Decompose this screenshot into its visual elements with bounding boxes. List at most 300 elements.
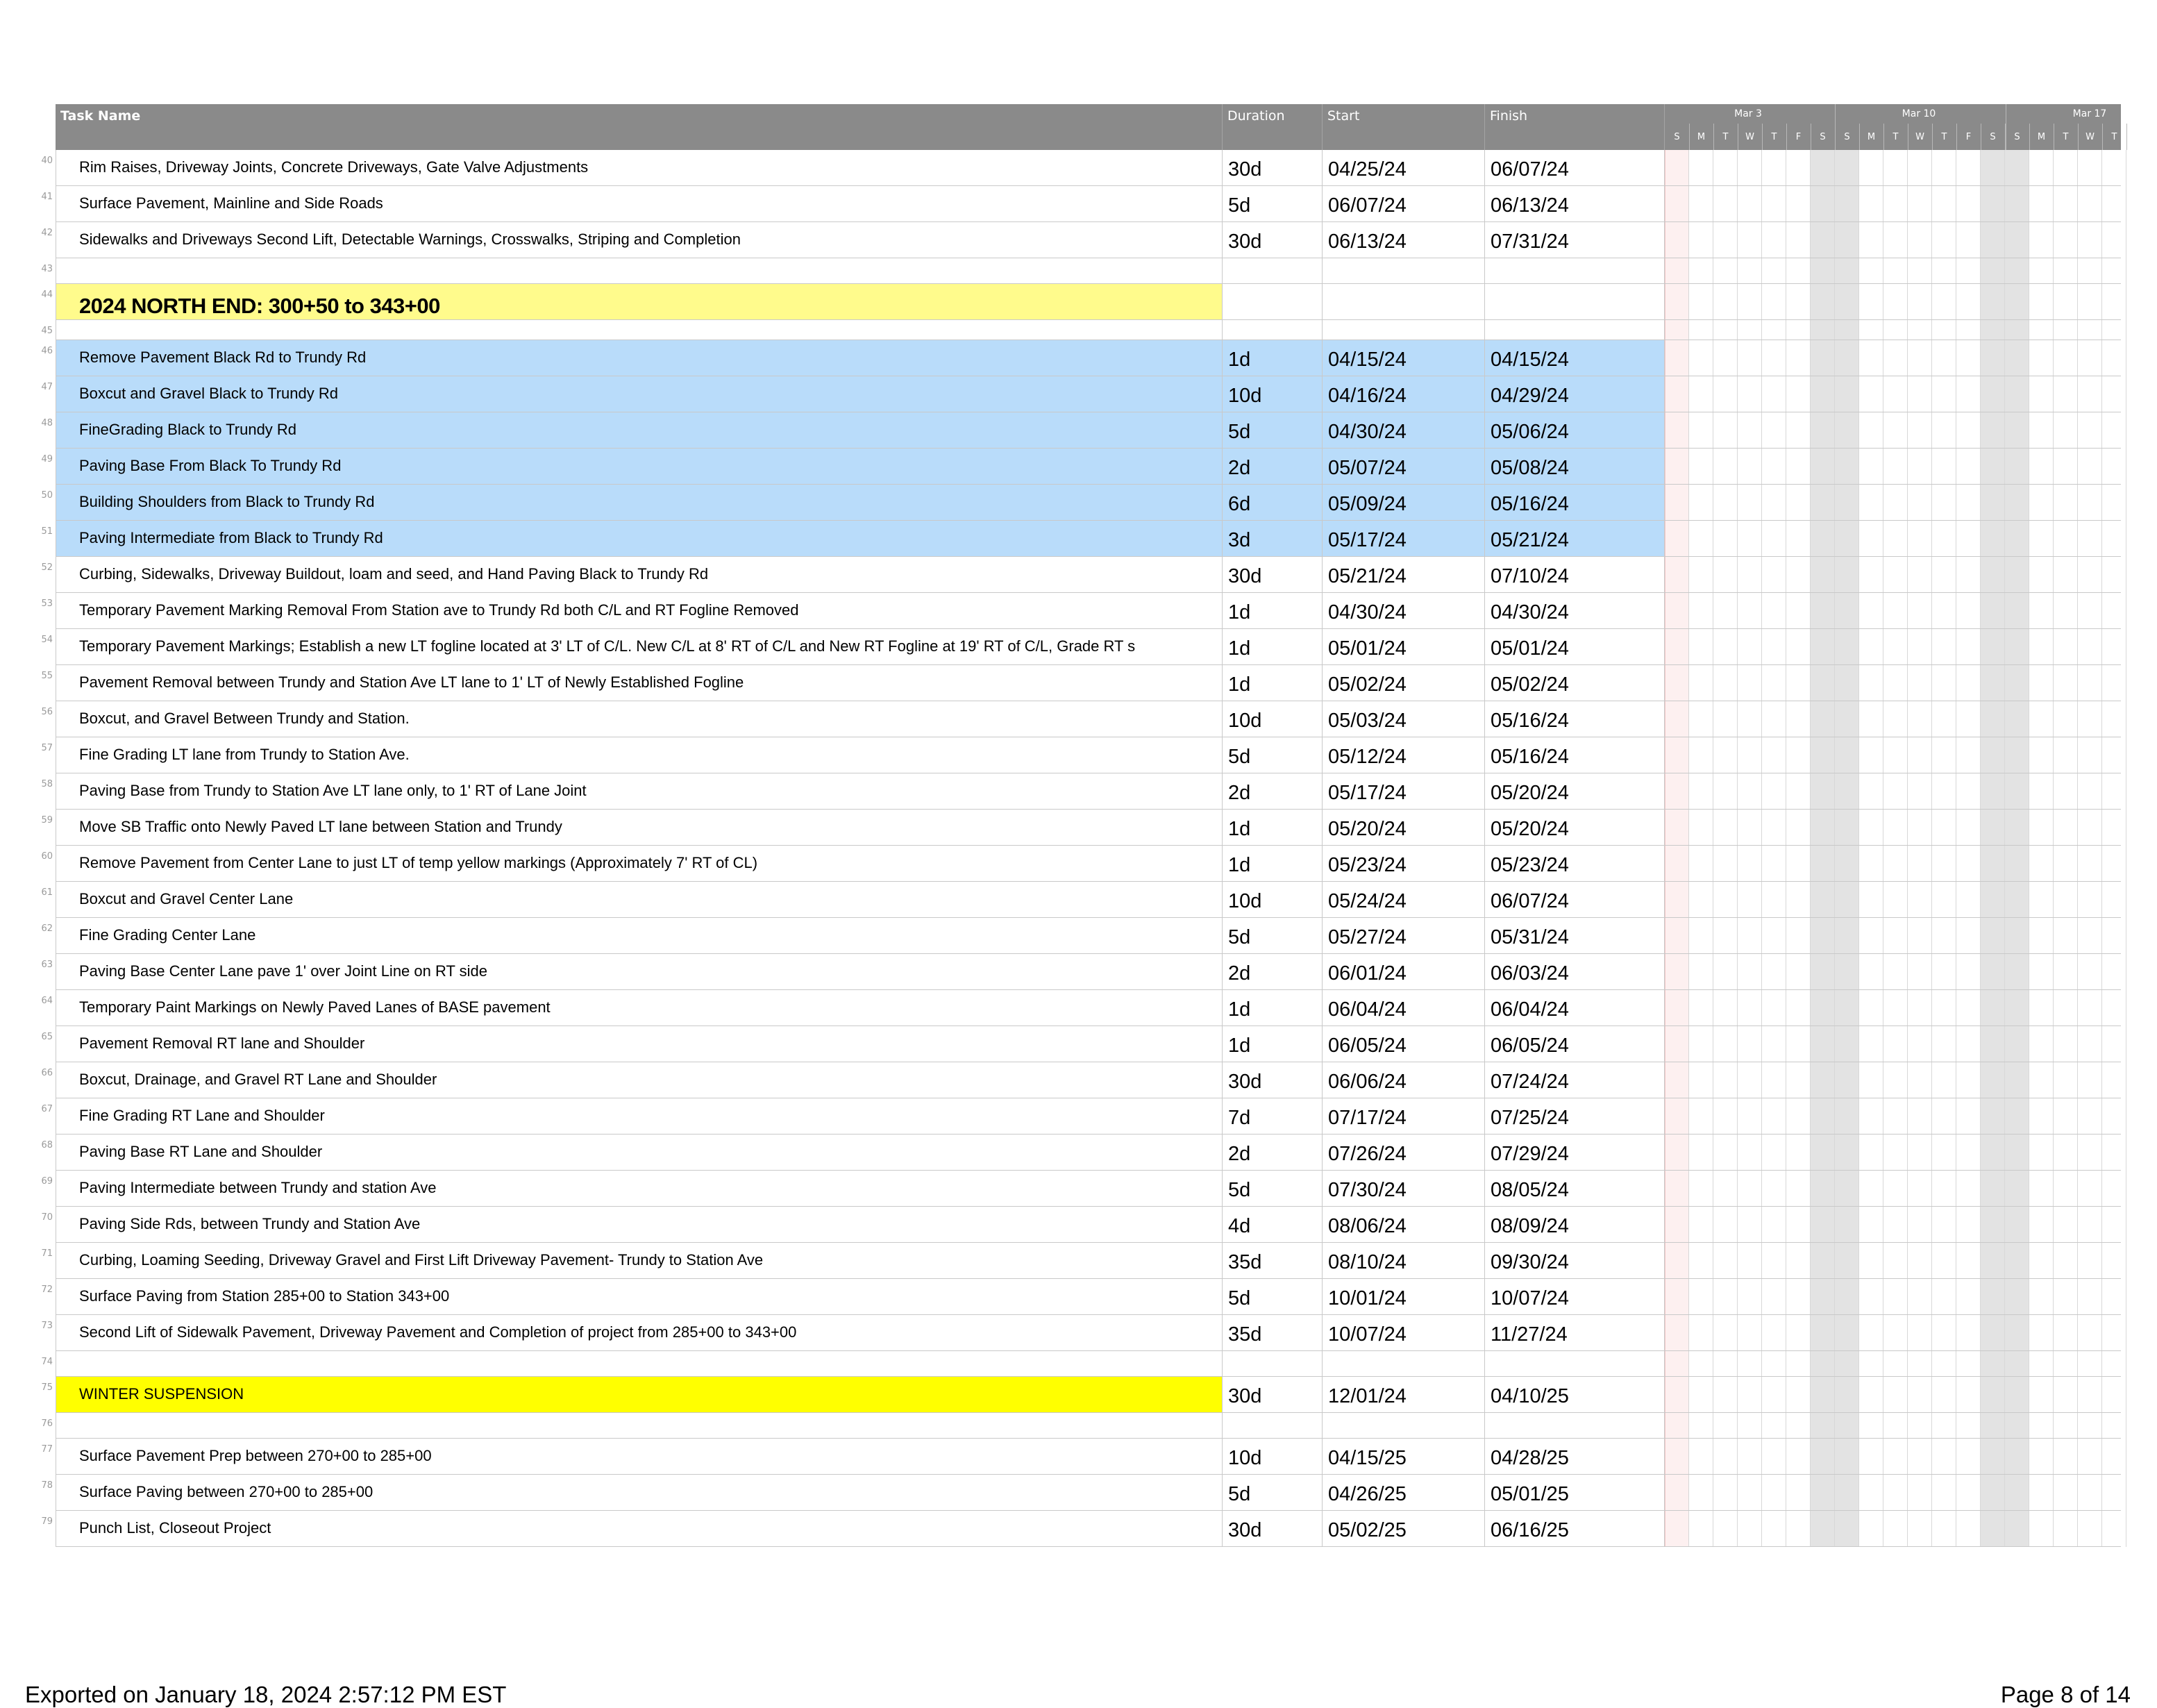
task-name-cell[interactable] <box>56 412 1223 449</box>
row-number: 64 <box>41 996 53 1006</box>
task-name: FineGrading Black to Trundy Rd <box>79 421 297 438</box>
task-start-cell[interactable] <box>1323 222 1485 258</box>
task-name-cell[interactable] <box>56 846 1223 882</box>
timeline-row-divider <box>1665 1170 2121 1171</box>
timeline-row-divider <box>1665 628 2121 629</box>
task-duration-cell[interactable] <box>1223 1135 1323 1171</box>
timeline-day-label: M <box>1697 132 1706 142</box>
task-name: Fine Grading RT Lane and Shoulder <box>79 1107 325 1124</box>
task-name-cell[interactable] <box>56 320 1223 340</box>
task-name-cell[interactable] <box>56 1413 1223 1439</box>
task-duration-cell[interactable] <box>1223 222 1323 258</box>
task-name: Surface Pavement Prep between 270+00 to 285+00 <box>79 1447 432 1464</box>
task-duration: 30d <box>1228 158 1262 181</box>
task-name-cell[interactable] <box>56 449 1223 485</box>
task-name-cell[interactable] <box>56 1062 1223 1098</box>
task-finish: 04/28/25 <box>1491 1447 1569 1469</box>
task-finish-cell[interactable] <box>1485 1377 1665 1413</box>
task-start: 05/24/24 <box>1328 890 1407 912</box>
task-duration: 30d <box>1228 1519 1262 1541</box>
task-duration: 10d <box>1228 710 1262 732</box>
task-start-cell[interactable] <box>1323 954 1485 990</box>
task-start: 07/26/24 <box>1328 1143 1407 1165</box>
timeline-day-column <box>1713 150 1738 1547</box>
timeline-row-divider <box>1665 1438 2121 1439</box>
task-duration-cell[interactable] <box>1223 629 1323 665</box>
task-start-cell[interactable] <box>1323 376 1485 412</box>
task-finish-cell[interactable] <box>1485 954 1665 990</box>
task-start: 05/21/24 <box>1328 565 1407 587</box>
task-name: Temporary Paint Markings on Newly Paved Lanes of BASE pavement <box>79 998 551 1016</box>
task-finish: 06/07/24 <box>1491 890 1569 912</box>
task-duration-cell[interactable] <box>1223 990 1323 1026</box>
task-finish-cell[interactable] <box>1485 593 1665 629</box>
task-name-cell[interactable] <box>56 882 1223 918</box>
task-finish-cell[interactable] <box>1485 449 1665 485</box>
task-start: 10/01/24 <box>1328 1287 1407 1309</box>
task-finish-cell[interactable] <box>1485 1098 1665 1135</box>
task-name: Fine Grading LT lane from Trundy to Station Ave. <box>79 746 410 763</box>
task-name-cell[interactable] <box>56 593 1223 629</box>
task-name-cell[interactable] <box>56 1207 1223 1243</box>
task-start-cell[interactable] <box>1323 629 1485 665</box>
task-finish-cell[interactable] <box>1485 1279 1665 1315</box>
task-finish: 10/07/24 <box>1491 1287 1569 1309</box>
timeline-day-label: T <box>2063 132 2069 142</box>
task-start-cell[interactable] <box>1323 1279 1485 1315</box>
task-name-cell[interactable] <box>56 629 1223 665</box>
task-start-cell[interactable] <box>1323 1315 1485 1351</box>
task-duration-cell[interactable] <box>1223 1279 1323 1315</box>
task-duration-cell[interactable] <box>1223 340 1323 376</box>
task-duration-cell[interactable] <box>1223 1511 1323 1547</box>
task-finish-cell[interactable] <box>1485 340 1665 376</box>
row-number: 54 <box>41 635 53 645</box>
row-number: 70 <box>41 1212 53 1223</box>
row-number: 73 <box>41 1321 53 1331</box>
task-name: Boxcut and Gravel Center Lane <box>79 890 294 907</box>
task-start: 06/13/24 <box>1328 231 1407 253</box>
task-finish: 04/10/25 <box>1491 1385 1569 1407</box>
row-number: 53 <box>41 598 53 609</box>
task-start: 05/07/24 <box>1328 457 1407 479</box>
task-duration-cell[interactable] <box>1223 258 1323 284</box>
timeline-row-divider <box>1665 520 2121 521</box>
timeline-row-divider <box>1665 1278 2121 1279</box>
task-start-cell[interactable] <box>1323 1026 1485 1062</box>
task-duration-cell[interactable] <box>1223 882 1323 918</box>
task-duration-cell[interactable] <box>1223 186 1323 222</box>
column-header-duration[interactable] <box>1223 104 1323 150</box>
task-finish-cell[interactable] <box>1485 1243 1665 1279</box>
task-finish-cell[interactable] <box>1485 222 1665 258</box>
task-start-cell[interactable] <box>1323 284 1485 320</box>
task-name: Boxcut and Gravel Black to Trundy Rd <box>79 385 338 402</box>
task-finish-cell[interactable] <box>1485 882 1665 918</box>
task-duration-cell[interactable] <box>1223 701 1323 737</box>
task-name-cell[interactable] <box>56 1279 1223 1315</box>
task-name-cell[interactable] <box>56 284 1223 320</box>
row-number: 72 <box>41 1284 53 1295</box>
task-start-cell[interactable] <box>1323 665 1485 701</box>
task-duration-cell[interactable] <box>1223 1413 1323 1439</box>
task-duration-cell[interactable] <box>1223 1315 1323 1351</box>
task-finish: 05/02/24 <box>1491 673 1569 696</box>
task-duration: 5d <box>1228 1287 1251 1309</box>
task-finish: 07/31/24 <box>1491 231 1569 253</box>
task-finish-cell[interactable] <box>1485 1207 1665 1243</box>
row-number: 65 <box>41 1032 53 1042</box>
task-name: Rim Raises, Driveway Joints, Concrete Driveways, Gate Valve Adjustments <box>79 158 589 176</box>
timeline-header <box>1665 104 2121 150</box>
task-name-cell[interactable] <box>56 1377 1223 1413</box>
task-name-cell[interactable] <box>56 737 1223 773</box>
task-finish-cell[interactable] <box>1485 737 1665 773</box>
task-start-cell[interactable] <box>1323 150 1485 186</box>
task-name: Pavement Removal between Trundy and Station Ave LT lane to 1' LT of Newly Established Fogline <box>79 673 744 691</box>
task-finish-cell[interactable] <box>1485 918 1665 954</box>
task-name: Sidewalks and Driveways Second Lift, Detectable Warnings, Crosswalks, Striping and Completion <box>79 231 741 248</box>
task-name: Paving Base from Trundy to Station Ave LT lane only, to 1' RT of Lane Joint <box>79 782 587 799</box>
task-name-cell[interactable] <box>56 1511 1223 1547</box>
task-start-cell[interactable] <box>1323 521 1485 557</box>
task-finish: 09/30/24 <box>1491 1251 1569 1273</box>
row-number: 58 <box>41 779 53 789</box>
row-number: 46 <box>41 346 53 356</box>
task-duration: 3d <box>1228 529 1251 551</box>
task-finish-cell[interactable] <box>1485 1135 1665 1171</box>
task-start: 04/16/24 <box>1328 385 1407 407</box>
task-name: Building Shoulders from Black to Trundy Rd <box>79 493 375 510</box>
task-name: Temporary Pavement Marking Removal From Station ave to Trundy Rd both C/L and RT Fogline Removed <box>79 601 799 619</box>
task-name: Paving Intermediate from Black to Trundy Rd <box>79 529 383 546</box>
task-finish-cell[interactable] <box>1485 1511 1665 1547</box>
task-start-cell[interactable] <box>1323 1413 1485 1439</box>
task-start-cell[interactable] <box>1323 258 1485 284</box>
task-start-cell[interactable] <box>1323 773 1485 810</box>
task-start-cell[interactable] <box>1323 846 1485 882</box>
task-finish-cell[interactable] <box>1485 1171 1665 1207</box>
task-duration-cell[interactable] <box>1223 320 1323 340</box>
task-duration: 5d <box>1228 746 1251 768</box>
task-finish: 07/25/24 <box>1491 1107 1569 1129</box>
task-start-cell[interactable] <box>1323 1377 1485 1413</box>
task-name: Surface Pavement, Mainline and Side Roads <box>79 194 383 212</box>
task-name: Curbing, Loaming Seeding, Driveway Gravel and First Lift Driveway Pavement- Trundy to Station Ave <box>79 1251 764 1269</box>
task-finish: 05/01/24 <box>1491 637 1569 660</box>
task-name-cell[interactable] <box>56 954 1223 990</box>
task-name-cell[interactable] <box>56 1171 1223 1207</box>
task-finish-cell[interactable] <box>1485 629 1665 665</box>
task-name: 2024 NORTH END: 300+50 to 343+00 <box>79 294 440 318</box>
task-name-cell[interactable] <box>56 773 1223 810</box>
task-start-cell[interactable] <box>1323 1511 1485 1547</box>
task-start: 05/20/24 <box>1328 818 1407 840</box>
timeline-row-divider <box>1665 1206 2121 1207</box>
task-finish-cell[interactable] <box>1485 557 1665 593</box>
task-name: Surface Paving between 270+00 to 285+00 <box>79 1483 374 1500</box>
task-start-cell[interactable] <box>1323 1207 1485 1243</box>
row-number: 77 <box>41 1444 53 1455</box>
timeline-row-divider <box>1665 484 2121 485</box>
task-name-cell[interactable] <box>56 1135 1223 1171</box>
task-finish-cell[interactable] <box>1485 284 1665 320</box>
task-duration-cell[interactable] <box>1223 485 1323 521</box>
task-start-cell[interactable] <box>1323 593 1485 629</box>
task-name: Surface Paving from Station 285+00 to Station 343+00 <box>79 1287 450 1305</box>
task-duration-cell[interactable] <box>1223 1062 1323 1098</box>
task-name: Remove Pavement Black Rd to Trundy Rd <box>79 349 367 366</box>
task-start: 04/30/24 <box>1328 601 1407 623</box>
task-start-cell[interactable] <box>1323 1171 1485 1207</box>
task-finish-cell[interactable] <box>1485 1439 1665 1475</box>
task-finish-cell[interactable] <box>1485 990 1665 1026</box>
task-duration-cell[interactable] <box>1223 737 1323 773</box>
row-number: 61 <box>41 887 53 898</box>
task-start-cell[interactable] <box>1323 449 1485 485</box>
task-finish: 05/20/24 <box>1491 782 1569 804</box>
task-finish: 06/04/24 <box>1491 998 1569 1021</box>
task-duration-cell[interactable] <box>1223 1026 1323 1062</box>
task-name-cell[interactable] <box>56 376 1223 412</box>
task-finish-cell[interactable] <box>1485 810 1665 846</box>
task-name: Remove Pavement from Center Lane to just LT of temp yellow markings (Approximately 7' RT of CL) <box>79 854 758 871</box>
timeline-day-column <box>1981 150 2005 1547</box>
task-name: Fine Grading Center Lane <box>79 926 256 944</box>
task-duration-cell[interactable] <box>1223 1475 1323 1511</box>
row-number: 40 <box>41 156 53 166</box>
export-timestamp: Exported on January 18, 2024 2:57:12 PM EST <box>25 1682 507 1707</box>
task-start-cell[interactable] <box>1323 1243 1485 1279</box>
task-finish-cell[interactable] <box>1485 773 1665 810</box>
task-name-cell[interactable] <box>56 222 1223 258</box>
task-start: 06/05/24 <box>1328 1035 1407 1057</box>
column-header-task-name[interactable] <box>56 104 1223 150</box>
timeline-day-label: T <box>1941 132 1947 142</box>
task-duration-cell[interactable] <box>1223 1377 1323 1413</box>
timeline-row-divider <box>1665 283 2121 284</box>
task-finish-cell[interactable] <box>1485 1475 1665 1511</box>
task-start-cell[interactable] <box>1323 1475 1485 1511</box>
task-duration-cell[interactable] <box>1223 665 1323 701</box>
task-duration-cell[interactable] <box>1223 1351 1323 1377</box>
timeline-day-column <box>1738 150 1762 1547</box>
row-number: 56 <box>41 707 53 717</box>
task-duration-cell[interactable] <box>1223 412 1323 449</box>
task-duration: 1d <box>1228 1035 1251 1057</box>
task-name-cell[interactable] <box>56 701 1223 737</box>
task-name-cell[interactable] <box>56 258 1223 284</box>
task-finish: 05/23/24 <box>1491 854 1569 876</box>
task-duration-cell[interactable] <box>1223 557 1323 593</box>
task-name-cell[interactable] <box>56 665 1223 701</box>
task-start-cell[interactable] <box>1323 918 1485 954</box>
task-start-cell[interactable] <box>1323 882 1485 918</box>
task-duration-cell[interactable] <box>1223 1171 1323 1207</box>
task-name-cell[interactable] <box>56 1351 1223 1377</box>
column-header-finish-label: Finish <box>1490 108 1528 124</box>
task-finish: 04/15/24 <box>1491 349 1569 371</box>
column-header-finish[interactable] <box>1485 104 1665 150</box>
row-number: 51 <box>41 526 53 537</box>
row-number: 59 <box>41 815 53 826</box>
column-header-task-name-label: Task Name <box>60 108 141 124</box>
task-duration-cell[interactable] <box>1223 593 1323 629</box>
task-finish: 04/29/24 <box>1491 385 1569 407</box>
task-duration-cell[interactable] <box>1223 773 1323 810</box>
task-finish: 05/01/25 <box>1491 1483 1569 1505</box>
task-start-cell[interactable] <box>1323 1135 1485 1171</box>
timeline-row-divider <box>1665 448 2121 449</box>
task-finish-cell[interactable] <box>1485 1062 1665 1098</box>
task-name-cell[interactable] <box>56 521 1223 557</box>
task-name-cell[interactable] <box>56 810 1223 846</box>
task-finish-cell[interactable] <box>1485 186 1665 222</box>
timeline-day-column <box>1956 150 1981 1547</box>
task-duration-cell[interactable] <box>1223 954 1323 990</box>
timeline-day-label: S <box>1990 132 1996 142</box>
timeline-row-divider <box>1665 809 2121 810</box>
task-name-cell[interactable] <box>56 557 1223 593</box>
task-start-cell[interactable] <box>1323 701 1485 737</box>
row-number: 63 <box>41 960 53 970</box>
timeline-grid <box>1665 150 2121 1547</box>
row-number: 78 <box>41 1480 53 1491</box>
timeline-day-label: F <box>1795 132 1802 142</box>
timeline-row-divider <box>1665 664 2121 665</box>
task-name: Pavement Removal RT lane and Shoulder <box>79 1035 365 1052</box>
task-duration: 4d <box>1228 1215 1251 1237</box>
task-duration-cell[interactable] <box>1223 810 1323 846</box>
row-number: 45 <box>41 326 53 336</box>
task-name-cell[interactable] <box>56 150 1223 186</box>
task-duration-cell[interactable] <box>1223 449 1323 485</box>
task-duration-cell[interactable] <box>1223 521 1323 557</box>
row-number: 66 <box>41 1068 53 1078</box>
task-finish: 07/10/24 <box>1491 565 1569 587</box>
task-start-cell[interactable] <box>1323 1098 1485 1135</box>
task-name-cell[interactable] <box>56 1439 1223 1475</box>
task-name-cell[interactable] <box>56 1475 1223 1511</box>
task-start-cell[interactable] <box>1323 186 1485 222</box>
timeline-week-label: Mar 17 <box>2072 108 2107 119</box>
task-name-cell[interactable] <box>56 485 1223 521</box>
row-number: 43 <box>41 264 53 274</box>
task-start: 06/07/24 <box>1328 194 1407 217</box>
task-duration-cell[interactable] <box>1223 1098 1323 1135</box>
row-number: 62 <box>41 923 53 934</box>
task-finish-cell[interactable] <box>1485 1351 1665 1377</box>
task-duration-cell[interactable] <box>1223 1207 1323 1243</box>
task-start-cell[interactable] <box>1323 1062 1485 1098</box>
task-duration-cell[interactable] <box>1223 846 1323 882</box>
task-start: 07/30/24 <box>1328 1179 1407 1201</box>
task-start-cell[interactable] <box>1323 412 1485 449</box>
task-duration-cell[interactable] <box>1223 1243 1323 1279</box>
task-name-cell[interactable] <box>56 340 1223 376</box>
task-duration: 1d <box>1228 818 1251 840</box>
timeline-day-label: W <box>1915 132 1924 142</box>
task-start-cell[interactable] <box>1323 557 1485 593</box>
timeline-day-column <box>2029 150 2054 1547</box>
task-start: 05/03/24 <box>1328 710 1407 732</box>
timeline-day-column <box>2054 150 2078 1547</box>
task-finish-cell[interactable] <box>1485 1026 1665 1062</box>
task-duration-cell[interactable] <box>1223 1439 1323 1475</box>
task-name-cell[interactable] <box>56 1098 1223 1135</box>
timeline-row-divider <box>1665 1412 2121 1413</box>
task-name: Paving Intermediate between Trundy and station Ave <box>79 1179 437 1196</box>
task-start: 08/06/24 <box>1328 1215 1407 1237</box>
task-finish: 06/13/24 <box>1491 194 1569 217</box>
task-finish-cell[interactable] <box>1485 1413 1665 1439</box>
task-finish-cell[interactable] <box>1485 1315 1665 1351</box>
task-start-cell[interactable] <box>1323 340 1485 376</box>
task-start-cell[interactable] <box>1323 990 1485 1026</box>
timeline-day-label: M <box>2037 132 2046 142</box>
task-name-cell[interactable] <box>56 918 1223 954</box>
task-start: 04/15/24 <box>1328 349 1407 371</box>
task-finish-cell[interactable] <box>1485 846 1665 882</box>
task-duration: 1d <box>1228 673 1251 696</box>
task-start-cell[interactable] <box>1323 737 1485 773</box>
task-name-cell[interactable] <box>56 186 1223 222</box>
task-duration: 5d <box>1228 926 1251 948</box>
task-finish-cell[interactable] <box>1485 258 1665 284</box>
task-name-cell[interactable] <box>56 1026 1223 1062</box>
task-duration: 30d <box>1228 1071 1262 1093</box>
timeline-day-column <box>1859 150 1883 1547</box>
timeline-row-divider <box>1665 1134 2121 1135</box>
column-header-start[interactable] <box>1323 104 1485 150</box>
task-finish-cell[interactable] <box>1485 521 1665 557</box>
task-start: 05/01/24 <box>1328 637 1407 660</box>
row-number: 42 <box>41 228 53 238</box>
timeline-row-divider <box>1665 556 2121 557</box>
task-duration-cell[interactable] <box>1223 918 1323 954</box>
task-start-cell[interactable] <box>1323 320 1485 340</box>
timeline-day-column <box>1689 150 1713 1547</box>
task-name-cell[interactable] <box>56 1315 1223 1351</box>
task-finish-cell[interactable] <box>1485 150 1665 186</box>
task-finish-cell[interactable] <box>1485 701 1665 737</box>
timeline-row-divider <box>1665 1025 2121 1026</box>
task-name: Paving Base From Black To Trundy Rd <box>79 457 342 474</box>
task-start-cell[interactable] <box>1323 810 1485 846</box>
task-name-cell[interactable] <box>56 990 1223 1026</box>
row-number: 49 <box>41 454 53 464</box>
task-finish-cell[interactable] <box>1485 665 1665 701</box>
task-finish: 06/16/25 <box>1491 1519 1569 1541</box>
task-start-cell[interactable] <box>1323 1439 1485 1475</box>
task-start-cell[interactable] <box>1323 485 1485 521</box>
task-name-cell[interactable] <box>56 1243 1223 1279</box>
task-duration: 10d <box>1228 890 1262 912</box>
task-duration: 7d <box>1228 1107 1251 1129</box>
task-finish-cell[interactable] <box>1485 376 1665 412</box>
task-start-cell[interactable] <box>1323 1351 1485 1377</box>
task-duration-cell[interactable] <box>1223 150 1323 186</box>
timeline-row-divider <box>1665 185 2121 186</box>
task-start: 12/01/24 <box>1328 1385 1407 1407</box>
timeline-day-column <box>1932 150 1956 1547</box>
timeline-day-column <box>1665 150 1689 1547</box>
task-duration-cell[interactable] <box>1223 284 1323 320</box>
task-finish-cell[interactable] <box>1485 320 1665 340</box>
task-finish-cell[interactable] <box>1485 412 1665 449</box>
task-finish-cell[interactable] <box>1485 485 1665 521</box>
task-duration-cell[interactable] <box>1223 376 1323 412</box>
